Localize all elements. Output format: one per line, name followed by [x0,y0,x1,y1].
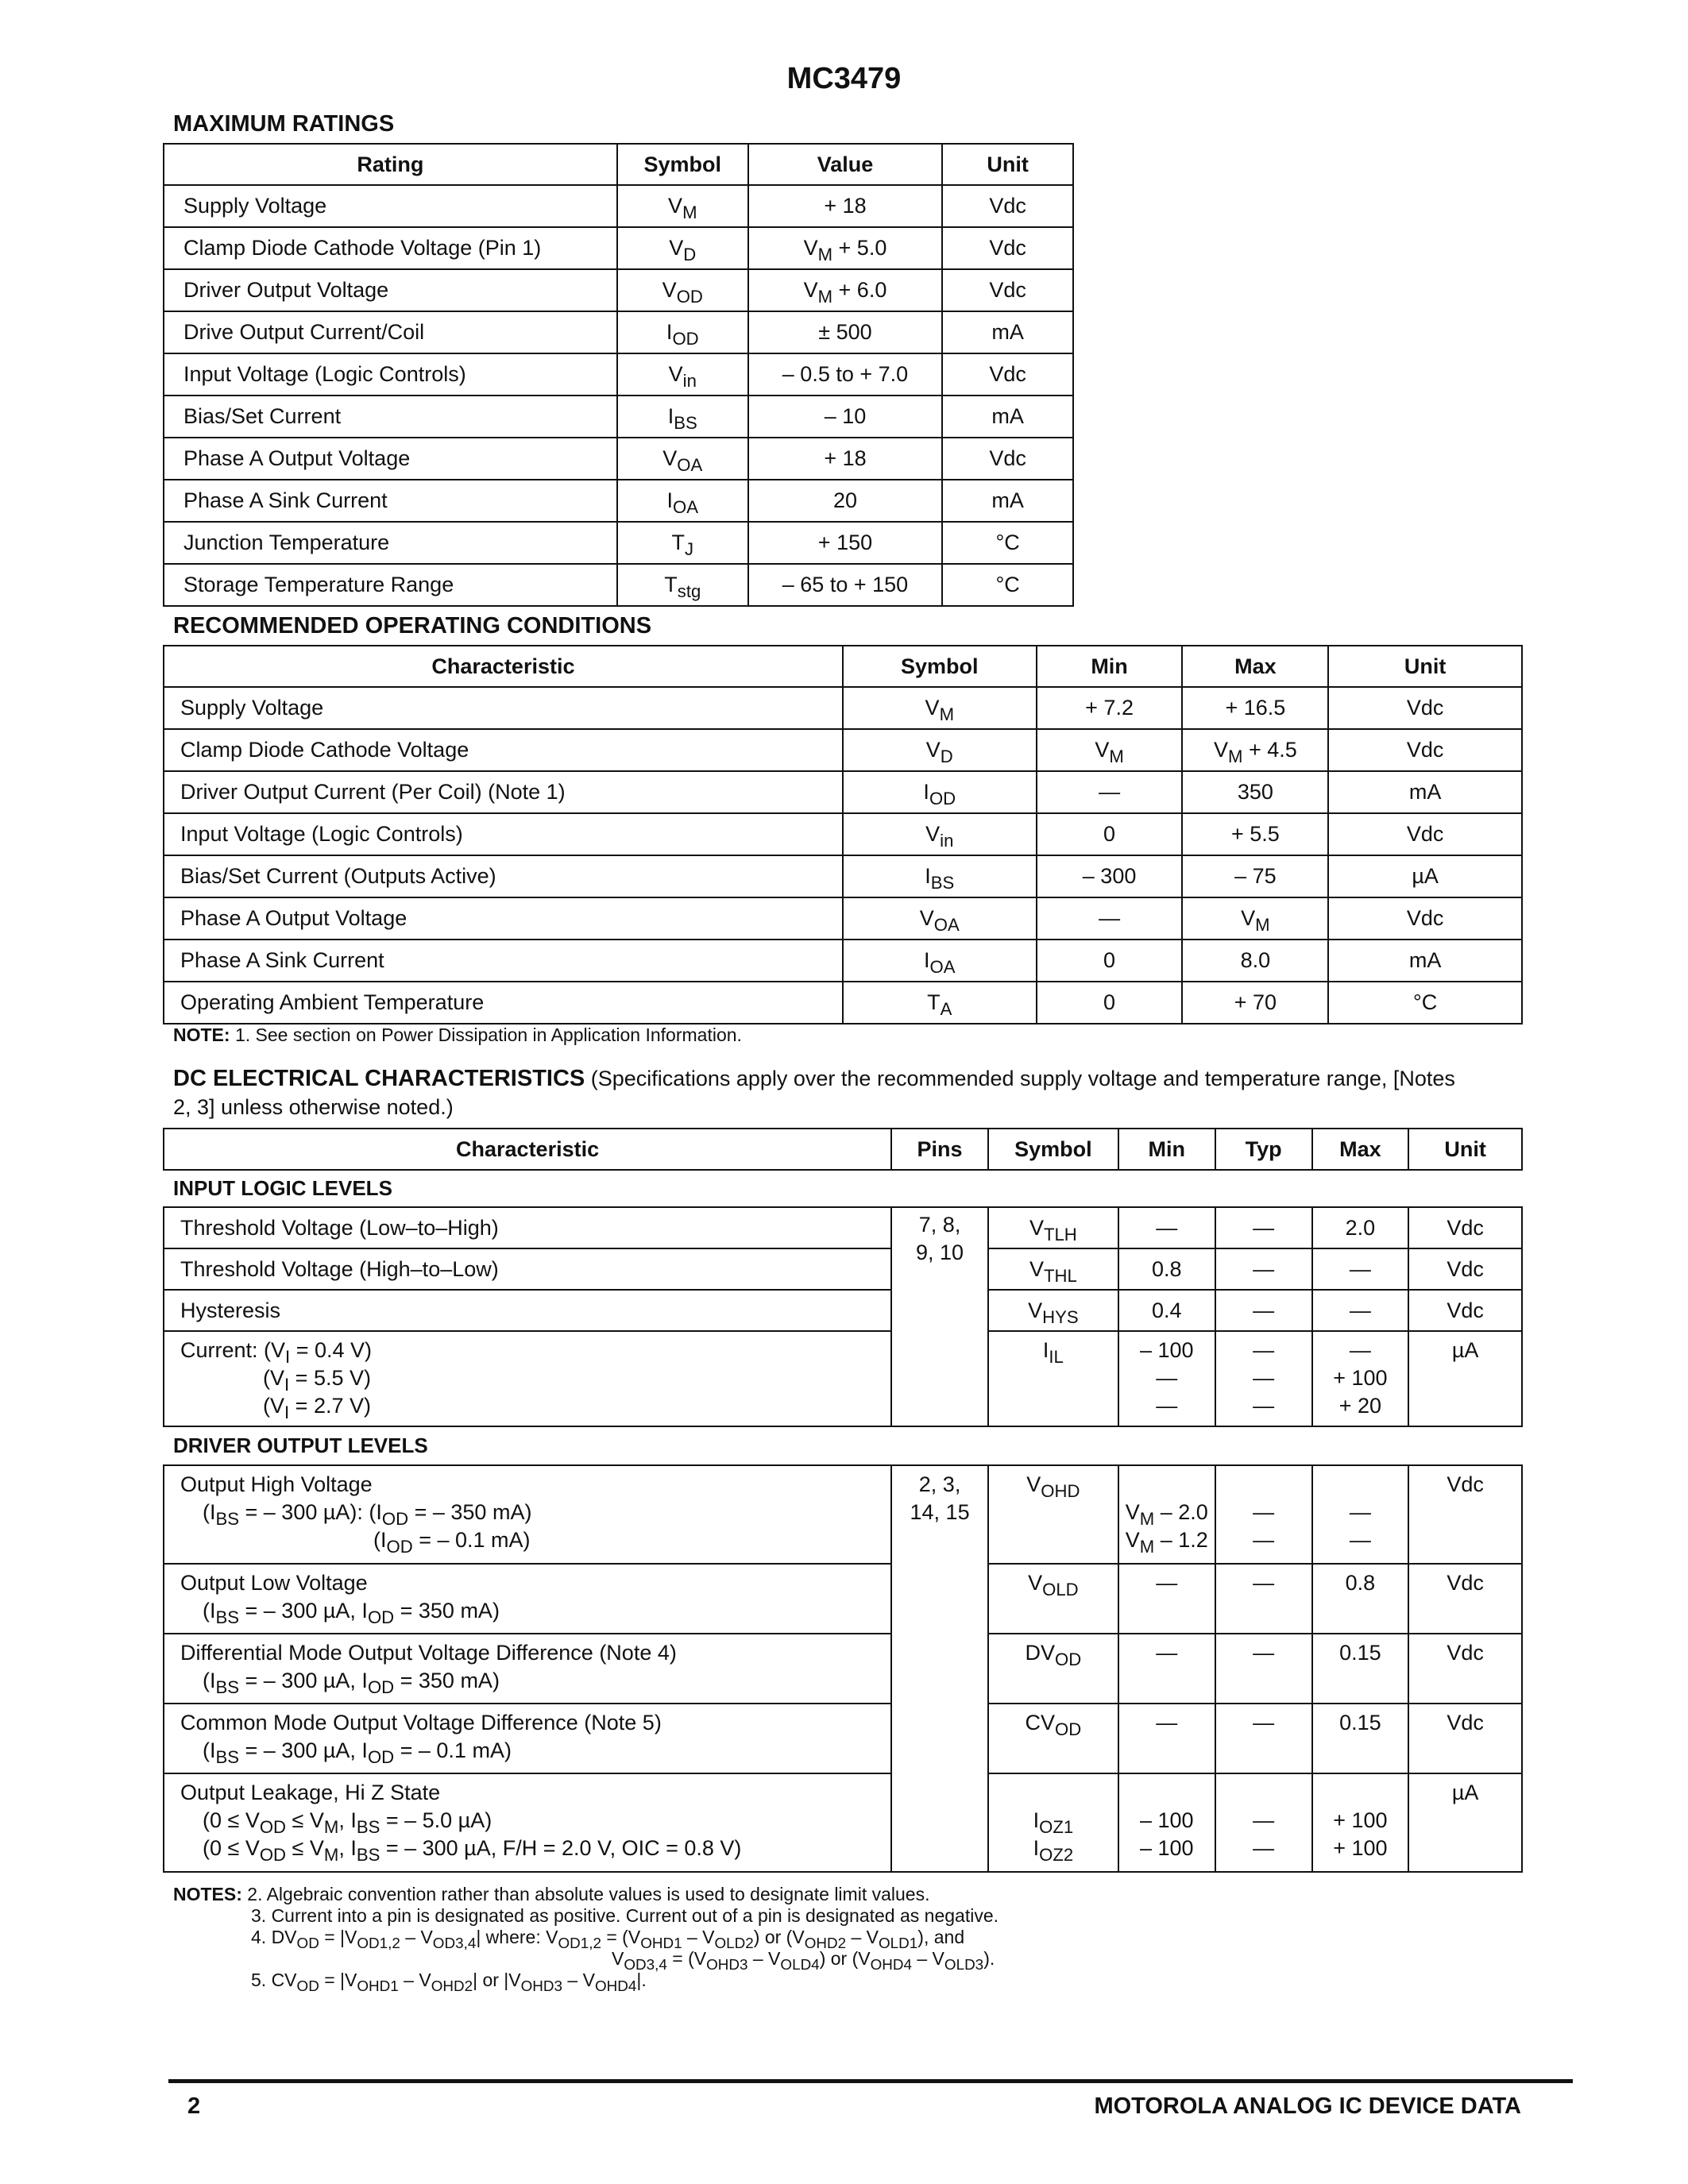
value-cell: + 18 [748,438,943,480]
rec-note [173,1024,742,1046]
rating-cell: Clamp Diode Cathode Voltage (Pin 1) [164,227,617,269]
unit-cell: °C [942,522,1073,564]
table-row [164,982,1522,1024]
max-cell: — — [1312,1465,1409,1564]
char-cell: Threshold Voltage (Low–to–High) [164,1207,891,1248]
note-2: 2. Algebraic convention rather than absolute values is used to designate limit values. [247,1884,930,1904]
value-cell: ± 500 [748,311,943,353]
max-cell: 8.0 [1182,940,1328,982]
table-row [164,940,1522,982]
symbol-cell: $V_{HYS}$ [988,1290,1118,1331]
symbol-cell: $V_{THL}$ [988,1248,1118,1290]
symbol-cell: $V_{OA}$ [617,438,748,480]
value-cell: $V_M + 6.0$ [748,269,943,311]
dc-desc-2: 2, 3] unless otherwise noted.) [173,1095,454,1119]
max-cell: + 100 + 100 [1312,1773,1409,1872]
unit-cell: °C [1328,982,1522,1024]
symbol-cell: $I_{BS}$ [617,396,748,438]
typ-cell: — [1215,1290,1312,1331]
min-cell: + 7.2 [1037,687,1183,729]
col-header: Min [1118,1129,1215,1170]
symbol-cell: $I_{OA}$ [843,940,1037,982]
max-cell: 2.0 [1312,1207,1409,1248]
pins-text: 9, 10 [916,1241,964,1264]
min-cell: — [1118,1564,1215,1634]
pins-text: 7, 8, [918,1213,961,1237]
note-text: 1. See section on Power Dissipation in Application Information. [234,1024,742,1045]
unit-cell: Vdc [942,227,1073,269]
table-row [164,813,1522,855]
table-row [164,897,1522,940]
value-cell: $V_M + 5.0$ [748,227,943,269]
symbol-cell: $I_{OA}$ [617,480,748,522]
max-cell: + 5.5 [1182,813,1328,855]
symbol-cell: $V_{OLD}$ [988,1564,1118,1634]
min-cell: 0 [1037,982,1183,1024]
unit-cell: Vdc [1408,1207,1522,1248]
min-cell: – 100 – 100 [1118,1773,1215,1872]
rating-cell: Supply Voltage [164,185,617,227]
col-header: Min [1037,646,1183,687]
typ-cell: — — [1215,1773,1312,1872]
col-header: Characteristic [164,1129,891,1170]
footer-brand: MOTOROLA ANALOG IC DEVICE DATA [1094,2093,1521,2119]
unit-cell: Vdc [1328,729,1522,771]
unit-cell: mA [942,480,1073,522]
col-header: Symbol [617,144,748,185]
col-header: Rating [164,144,617,185]
pins-cell [891,1207,988,1426]
group-driver-output: DRIVER OUTPUT LEVELS [164,1426,1522,1465]
value-cell: 20 [748,480,943,522]
table-row [164,269,1073,311]
typ-cell: — [1215,1704,1312,1773]
pins-text: 14, 15 [910,1500,970,1524]
unit-cell: µA [1328,855,1522,897]
col-header: Value [748,144,943,185]
min-cell: $V_M - 2.0$ $V_M - 1.2$ [1118,1465,1215,1564]
note-label: NOTE: [173,1024,230,1045]
char-cell: Threshold Voltage (High–to–Low) [164,1248,891,1290]
char-cell: Supply Voltage [164,687,843,729]
max-cell: — + 100 + 20 [1312,1331,1409,1426]
table-row [164,687,1522,729]
note-3: 3. Current into a pin is designated as positive. Current out of a pin is designated as negative. [251,1905,999,1926]
min-cell: 0.4 [1118,1290,1215,1331]
symbol-cell: $V_{OHD}$ [988,1465,1118,1564]
col-header: Max [1182,646,1328,687]
max-cell: — [1312,1248,1409,1290]
max-cell: 0.15 [1312,1704,1409,1773]
dc-heading: DC ELECTRICAL CHARACTERISTICS [173,1066,585,1091]
table-row [164,729,1522,771]
typ-cell: — [1215,1564,1312,1634]
char-cell: Differential Mode Output Voltage Difference (Note 4) ($I_{BS}$ = – 300 µA, $I_{OD} = 350$ mA) [164,1634,891,1704]
col-header: Pins [891,1129,988,1170]
table-row [164,311,1073,353]
max-cell: 0.8 [1312,1564,1409,1634]
max-ratings-heading: MAXIMUM RATINGS [173,111,395,137]
notes-label: NOTES: [173,1884,242,1904]
min-cell: – 300 [1037,855,1183,897]
max-cell: 0.15 [1312,1634,1409,1704]
rating-cell: Bias/Set Current [164,396,617,438]
unit-cell: mA [1328,940,1522,982]
symbol-cell: $I_{OZ1}$ $I_{OZ2}$ [988,1773,1118,1872]
min-cell: — [1037,771,1183,813]
col-header: Unit [1408,1129,1522,1170]
symbol-cell: $T_A$ [843,982,1037,1024]
rating-cell: Driver Output Voltage [164,269,617,311]
unit-cell: Vdc [1328,687,1522,729]
typ-cell: — [1215,1634,1312,1704]
footer-rule [168,2079,1573,2083]
unit-cell: Vdc [1328,897,1522,940]
char-cell: Operating Ambient Temperature [164,982,843,1024]
symbol-cell: $V_D$ [843,729,1037,771]
note-5: 5. $CV_{OD} = |V_{OHD1} - V_{OHD2}|$ or $|V_{OHD3} - V_{OHD4}|$. [251,1970,647,1995]
table-row [164,353,1073,396]
max-cell: + 16.5 [1182,687,1328,729]
char-cell: Driver Output Current (Per Coil) (Note 1) [164,771,843,813]
char-cell: Output High Voltage ($I_{BS}$ = – 300 µA): ($I_{OD}$ = – 350 mA) ($I_{OD}$ = – 0.1 mA) [164,1465,891,1564]
char-cell: Phase A Output Voltage [164,897,843,940]
unit-cell: Vdc [1408,1564,1522,1634]
char-cell: Phase A Sink Current [164,940,843,982]
table-row [164,771,1522,813]
min-cell: $V_M$ [1037,729,1183,771]
unit-cell: Vdc [1408,1465,1522,1564]
min-cell: 0 [1037,940,1183,982]
rating-cell: Input Voltage (Logic Controls) [164,353,617,396]
unit-cell: Vdc [942,438,1073,480]
char-cell: Bias/Set Current (Outputs Active) [164,855,843,897]
min-cell: — [1118,1207,1215,1248]
min-cell: 0.8 [1118,1248,1215,1290]
unit-cell: mA [942,311,1073,353]
unit-cell: µA [1408,1773,1522,1872]
rating-cell: Phase A Sink Current [164,480,617,522]
value-cell: – 65 to + 150 [748,564,943,606]
table-row [164,185,1073,227]
typ-cell: — — [1215,1465,1312,1564]
value-cell: – 10 [748,396,943,438]
pins-cell [891,1465,988,1872]
max-cell: $V_M + 4.5$ [1182,729,1328,771]
table-row [164,522,1073,564]
unit-cell: mA [1328,771,1522,813]
dc-desc-1: (Specifications apply over the recommended supply voltage and temperature range, [Notes [590,1067,1455,1090]
max-ratings-rows [164,185,1073,606]
rec-conditions-heading: RECOMMENDED OPERATING CONDITIONS [173,613,652,639]
symbol-cell: $V_D$ [617,227,748,269]
max-cell: — [1312,1290,1409,1331]
symbol-cell: $V_{TLH}$ [988,1207,1118,1248]
table-row [164,438,1073,480]
char-cell: Common Mode Output Voltage Difference (Note 5) ($I_{BS}$ = – 300 µA, $I_{OD}$ = – 0.1 mA) [164,1704,891,1773]
col-header: Max [1312,1129,1409,1170]
typ-cell: — [1215,1248,1312,1290]
col-header: Unit [1328,646,1522,687]
notes-block [173,1884,999,1995]
col-header: Typ [1215,1129,1312,1170]
rating-cell: Storage Temperature Range [164,564,617,606]
col-header: Symbol [843,646,1037,687]
unit-cell: Vdc [942,185,1073,227]
char-cell: Clamp Diode Cathode Voltage [164,729,843,771]
symbol-cell: $I_{BS}$ [843,855,1037,897]
dc-heading-block [173,1064,1524,1121]
unit-cell: Vdc [942,269,1073,311]
symbol-cell: $V_M$ [617,185,748,227]
rating-cell: Phase A Output Voltage [164,438,617,480]
unit-cell: µA [1408,1331,1522,1426]
char-cell: Output Leakage, Hi Z State ($0 \le V_{OD} \le V_M$, $I_{BS}$ = – 5.0 µA) ($0 \le V_{OD} \le V_M$, $I_{BS}$ = – 300 µA, F/H = 2.0 V, OIC = 0.8 V) [164,1773,891,1872]
table-row [164,564,1073,606]
value-cell: + 150 [748,522,943,564]
rec-conditions-table [163,645,1523,1024]
symbol-cell: $V_{in}$ [617,353,748,396]
rating-cell: Drive Output Current/Coil [164,311,617,353]
col-header: Unit [942,144,1073,185]
symbol-cell: $DV_{OD}$ [988,1634,1118,1704]
max-cell: – 75 [1182,855,1328,897]
typ-cell: — [1215,1207,1312,1248]
unit-cell: °C [942,564,1073,606]
value-cell: + 18 [748,185,943,227]
rec-conditions-rows [164,687,1522,1024]
unit-cell: Vdc [1408,1634,1522,1704]
col-header: Characteristic [164,646,843,687]
table-row [164,480,1073,522]
min-cell: — [1118,1634,1215,1704]
note-4-cont: $V_{OD3,4} = (V_{OHD3} - V_{OLD4})$ or $(V_{OHD4} - V_{OLD3})$. [612,1948,995,1974]
char-cell: Current: ($V_I = 0.4$ V) ($V_I = 5.5$ V) ($V_I = 2.7$ V) [164,1331,891,1426]
col-header: Symbol [988,1129,1118,1170]
dc-characteristics-table [163,1128,1523,1873]
pins-text: 2, 3, [918,1472,961,1496]
typ-cell: — — — [1215,1331,1312,1426]
unit-cell: Vdc [942,353,1073,396]
min-cell: – 100 — — [1118,1331,1215,1426]
page-number: 2 [187,2093,201,2119]
char-cell: Input Voltage (Logic Controls) [164,813,843,855]
symbol-cell: $V_{OD}$ [617,269,748,311]
max-cell: 350 [1182,771,1328,813]
symbol-cell: $V_{in}$ [843,813,1037,855]
max-cell: $V_M$ [1182,897,1328,940]
symbol-cell: $T_J$ [617,522,748,564]
symbol-cell: $I_{OD}$ [843,771,1037,813]
max-cell: + 70 [1182,982,1328,1024]
table-row [164,396,1073,438]
note-4: 4. $DV_{OD} = |V_{OD1,2} - V_{OD3,4}|$ where: $V_{OD1,2} = (V_{OHD1} - V_{OLD2})$ or $(V_{OHD2} - V_{OLD1})$, and [251,1927,965,1952]
unit-cell: Vdc [1408,1248,1522,1290]
unit-cell: mA [942,396,1073,438]
rating-cell: Junction Temperature [164,522,617,564]
char-cell: Output Low Voltage ($I_{BS}$ = – 300 µA, $I_{OD} = 350$ mA) [164,1564,891,1634]
unit-cell: Vdc [1408,1290,1522,1331]
min-cell: 0 [1037,813,1183,855]
char-cell: Hysteresis [164,1290,891,1331]
table-row [164,855,1522,897]
min-cell: — [1037,897,1183,940]
unit-cell: Vdc [1328,813,1522,855]
table-row [164,227,1073,269]
symbol-cell: $I_{IL}$ [988,1331,1118,1426]
value-cell: – 0.5 to + 7.0 [748,353,943,396]
symbol-cell: $V_{OA}$ [843,897,1037,940]
symbol-cell: $V_M$ [843,687,1037,729]
symbol-cell: $CV_{OD}$ [988,1704,1118,1773]
symbol-cell: $T_{stg}$ [617,564,748,606]
symbol-cell: $I_{OD}$ [617,311,748,353]
min-cell: — [1118,1704,1215,1773]
page-title: MC3479 [786,62,902,95]
group-input-logic: INPUT LOGIC LEVELS [164,1170,1522,1207]
max-ratings-table [163,143,1074,607]
unit-cell: Vdc [1408,1704,1522,1773]
